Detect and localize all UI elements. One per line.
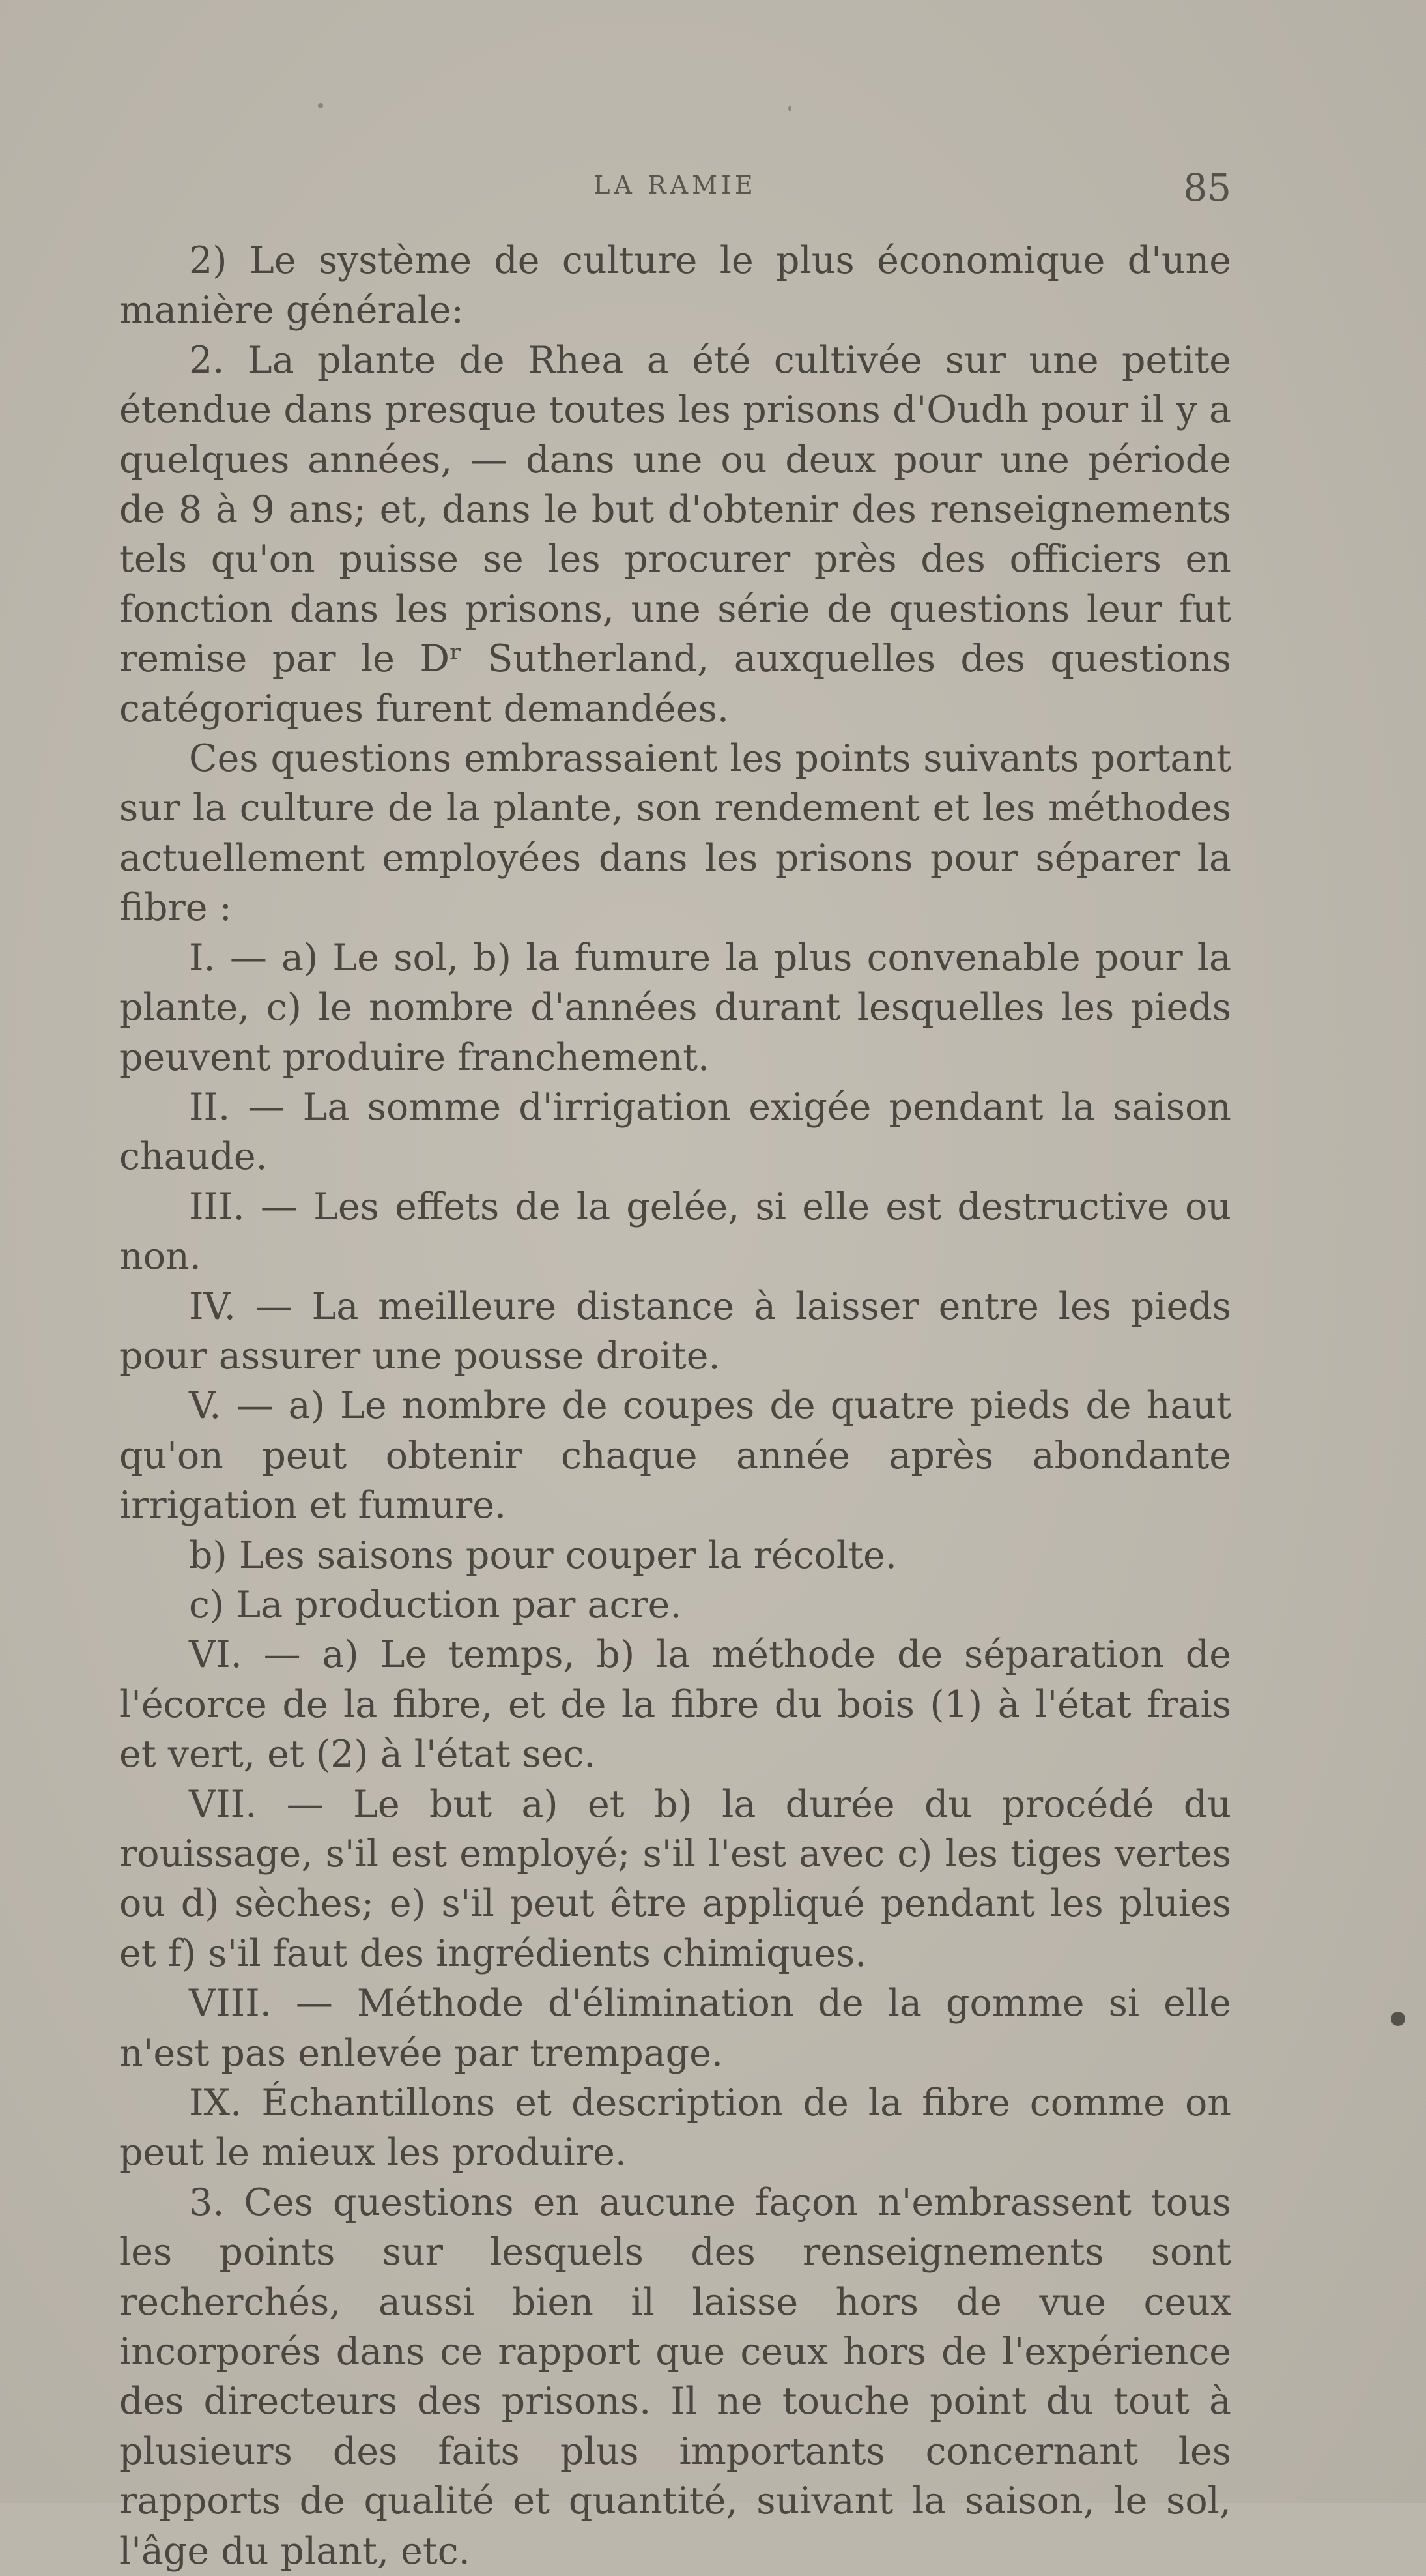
paper-speck <box>788 106 791 111</box>
paragraph: 2. La plante de Rhea a été cultivée sur une petite étendue dans presque toutes les prisons d'Oudh pour il y a quelques années, — dans une ou deux pour une période de 8 à 9 ans; et, dans le but d'obtenir des renseignements tels qu'on puisse se les procurer près des officiers en fonction dans les prisons, une série de questions leur fut remise par le Dʳ Sutherland, auxquelles des questions catégoriques furent demandées. <box>119 338 1231 731</box>
ink-spot <box>1391 2012 1405 2026</box>
page-header <box>119 166 1231 216</box>
running-head: LA RAMIE <box>593 171 757 199</box>
paragraph: 2) Le système de culture le plus économique d'une manière générale: <box>119 239 1231 332</box>
question-item: V. — a) Le nombre de coupes de quatre pieds de haut qu'on peut obtenir chaque année après abondante irrigation et fumure. <box>119 1384 1231 1527</box>
question-item: II. — La somme d'irrigation exigée pendant la saison chaude. <box>119 1085 1231 1179</box>
paragraph: Ces questions embrassaient les points suivants portant sur la culture de la plante, son rendement et les méthodes actuellement employées dans les prisons pour séparer la fibre : <box>119 737 1231 930</box>
question-item: IX. Échantillons et description de la fibre comme on peut le mieux les produire. <box>119 2081 1231 2175</box>
question-item: VI. — a) Le temps, b) la méthode de séparation de l'écorce de la fibre, et de la fibre du bois (1) à l'état frais et vert, et (2) à l'état sec. <box>119 1633 1231 1776</box>
question-item: III. — Les effets de la gelée, si elle est destructive ou non. <box>119 1185 1231 1279</box>
paragraph: 3. Ces questions en aucune façon n'embrassent tous les points sur lesquels des renseignements sont recherchés, aussi bien il laisse hors de vue ceux incorporés dans ce rapport que ceux hors de l'expérience des directeurs des prisons. Il ne touche point du tout à plusieurs des faits plus importants concernant les rapports de qualité et quantité, suivant la saison, le sol, l'âge du plant, etc. <box>119 2180 1231 2573</box>
question-item: I. — a) Le sol, b) la fumure la plus convenable pour la plante, c) le nombre d'années durant lesquelles les pieds peuvent produire franchement. <box>119 936 1231 1079</box>
question-item: VIII. — Méthode d'élimination de la gomme si elle n'est pas enlevée par trempage. <box>119 1982 1231 2075</box>
question-item: VII. — Le but a) et b) la durée du procédé du rouissage, s'il est employé; s'il l'est avec c) les tiges vertes ou d) sèches; e) s'il peut être appliqué pendant les pluies et f) s'il faut des ingrédients chimiques. <box>119 1782 1231 1975</box>
question-item: IV. — La meilleure distance à laisser entre les pieds pour assurer une pousse droite. <box>119 1284 1231 1378</box>
question-subitem: b) Les saisons pour couper la récolte. <box>189 1533 897 1577</box>
question-subitem: c) La production par acre. <box>189 1583 682 1627</box>
body-text <box>119 236 1231 2576</box>
paper-speck <box>318 103 323 108</box>
page-number: 85 <box>1183 166 1231 210</box>
